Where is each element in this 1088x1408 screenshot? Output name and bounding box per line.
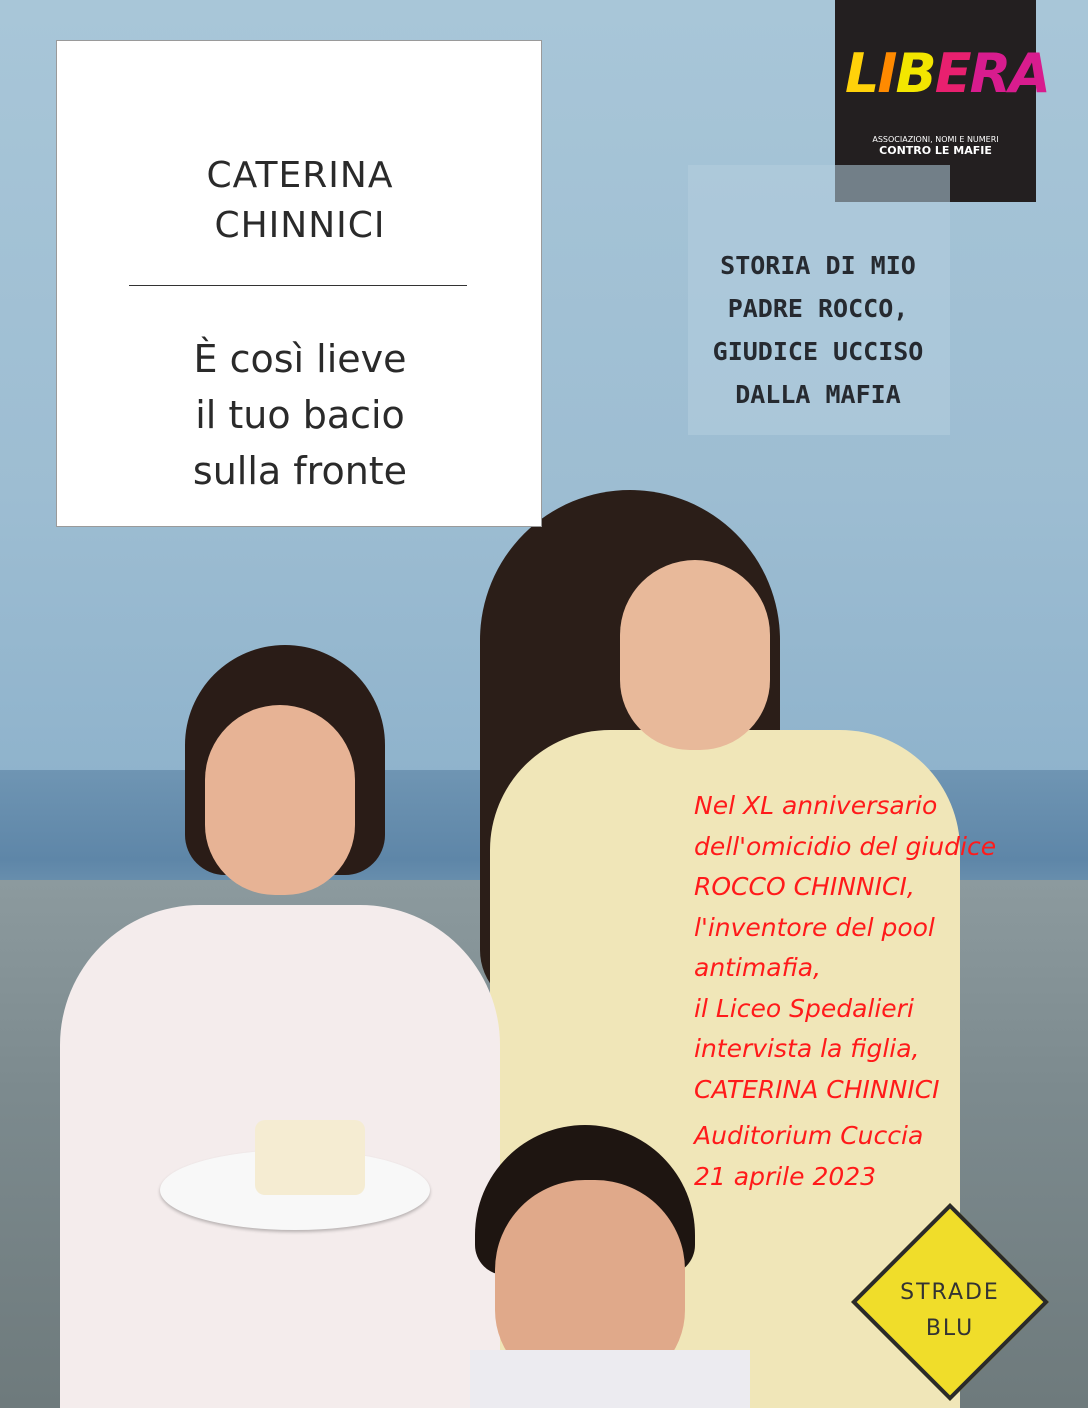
boy-shirt bbox=[470, 1350, 750, 1408]
event-date: 21 aprile 2023 bbox=[694, 1161, 877, 1191]
event-line: Nel XL anniversario bbox=[694, 791, 938, 820]
book-subtitle bbox=[676, 244, 960, 416]
title-line: È così lieve bbox=[193, 337, 407, 381]
younger-girl-face bbox=[205, 705, 355, 895]
event-line: il Liceo Spedalieri bbox=[694, 993, 914, 1023]
sign-line: BLU bbox=[925, 1316, 975, 1341]
event-line: antimafia, bbox=[694, 953, 822, 982]
author-line: CHINNICI bbox=[214, 205, 386, 246]
event-announcement bbox=[694, 786, 1088, 1197]
event-venue: Auditorium Cuccia bbox=[694, 1121, 924, 1150]
subtitle-line: GIUDICE UCCISO bbox=[712, 337, 924, 366]
cake-slice bbox=[255, 1120, 365, 1195]
event-line: intervista la figlia, bbox=[694, 1034, 920, 1063]
subtitle-line: PADRE ROCCO, bbox=[727, 294, 909, 323]
author-name bbox=[57, 151, 543, 251]
logo-subtitle-bold: CONTRO LE MAFIE bbox=[879, 144, 992, 157]
subtitle-line: STORIA DI MIO bbox=[720, 251, 916, 280]
strade-blu-sign-text bbox=[870, 1275, 1030, 1347]
event-line: dell'omicidio del giudice bbox=[694, 831, 997, 861]
subtitle-line: DALLA MAFIA bbox=[735, 380, 901, 409]
libera-wordmark: LIBERA bbox=[845, 42, 1049, 105]
author-line: CATERINA bbox=[206, 155, 394, 196]
event-line: ROCCO CHINNICI, bbox=[694, 872, 915, 901]
sign-line: STRADE bbox=[900, 1280, 1000, 1305]
title-divider bbox=[129, 285, 467, 286]
book-title bbox=[57, 331, 543, 499]
title-line: sulla fronte bbox=[192, 449, 408, 493]
event-line: l'inventore del pool bbox=[694, 912, 935, 942]
title-line: il tuo bacio bbox=[195, 393, 405, 437]
title-box bbox=[56, 40, 542, 527]
event-line: CATERINA CHINNICI bbox=[694, 1074, 940, 1104]
logo-subtitle-small: ASSOCIAZIONI, NOMI E NUMERI bbox=[872, 135, 999, 144]
older-girl-face bbox=[620, 560, 770, 750]
